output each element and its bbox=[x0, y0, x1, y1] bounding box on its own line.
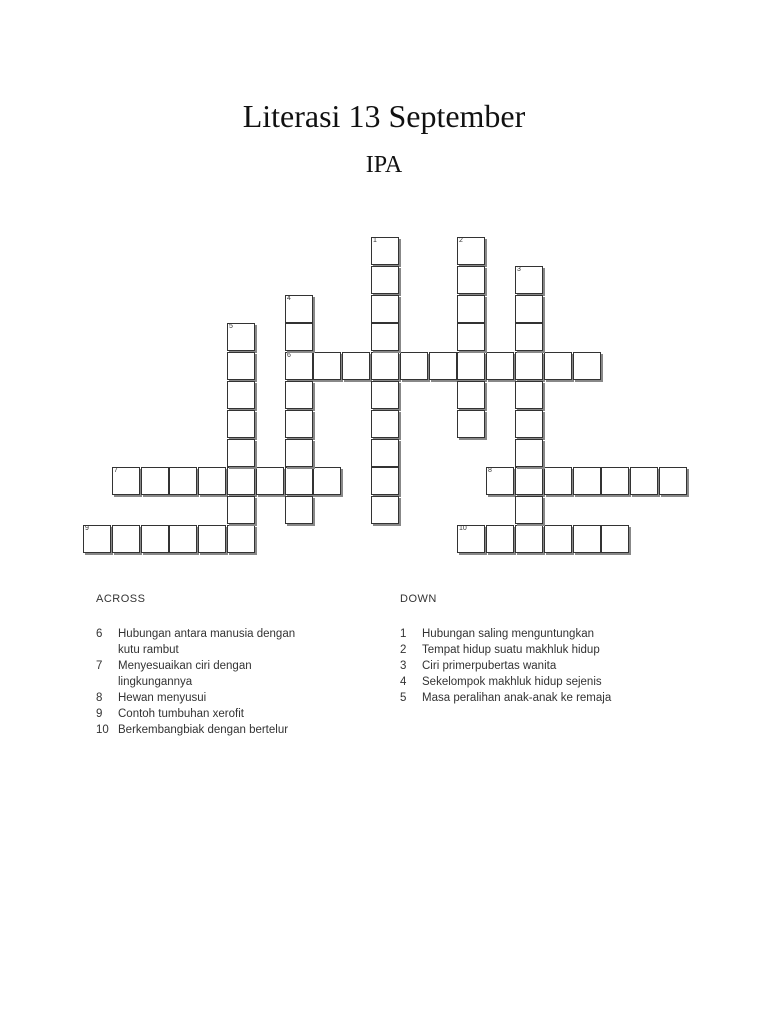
clue-text: Berkembangbiak dengan bertelur bbox=[118, 724, 289, 736]
cell-number: 8 bbox=[488, 467, 492, 474]
crossword-cell[interactable] bbox=[227, 525, 255, 553]
crossword-cell[interactable] bbox=[515, 439, 543, 467]
crossword-cell[interactable] bbox=[141, 525, 169, 553]
down-heading: DOWN bbox=[400, 593, 437, 605]
down-clue bbox=[400, 642, 612, 658]
down-clue-list bbox=[400, 626, 612, 706]
clue-number: 2 bbox=[400, 644, 407, 656]
crossword-cell[interactable] bbox=[457, 295, 485, 323]
clue-number: 3 bbox=[400, 660, 407, 672]
crossword-cell[interactable] bbox=[457, 381, 485, 409]
crossword-cell[interactable] bbox=[486, 352, 514, 380]
crossword-cell[interactable] bbox=[285, 439, 313, 467]
crossword-cell[interactable] bbox=[285, 295, 313, 323]
crossword-cell[interactable] bbox=[601, 467, 629, 495]
crossword-cell[interactable] bbox=[659, 467, 687, 495]
crossword-cell[interactable] bbox=[285, 352, 313, 380]
crossword-cell[interactable] bbox=[457, 323, 485, 351]
page-title: Literasi 13 September bbox=[242, 98, 526, 134]
crossword-cell[interactable] bbox=[486, 525, 514, 553]
crossword-cell[interactable] bbox=[371, 352, 399, 380]
crossword-cell[interactable] bbox=[457, 237, 485, 265]
page-subtitle: IPA bbox=[365, 152, 403, 178]
across-clue bbox=[96, 626, 308, 658]
clue-number: 6 bbox=[96, 628, 103, 640]
across-clue-list bbox=[96, 626, 308, 738]
crossword-cell[interactable] bbox=[544, 467, 572, 495]
crossword-cell[interactable] bbox=[515, 323, 543, 351]
crossword-cell[interactable] bbox=[285, 410, 313, 438]
crossword-cell[interactable] bbox=[573, 525, 601, 553]
crossword-cell[interactable] bbox=[457, 410, 485, 438]
clue-number: 8 bbox=[96, 692, 103, 704]
crossword-cell[interactable] bbox=[371, 237, 399, 265]
crossword-cell[interactable] bbox=[313, 467, 341, 495]
clue-number: 4 bbox=[400, 676, 407, 688]
cell-number: 9 bbox=[85, 525, 89, 532]
crossword-cell[interactable] bbox=[573, 352, 601, 380]
crossword-cell[interactable] bbox=[371, 266, 399, 294]
crossword-cell[interactable] bbox=[313, 352, 341, 380]
crossword-cell[interactable] bbox=[515, 410, 543, 438]
crossword-cell[interactable] bbox=[400, 352, 428, 380]
clue-text: Hewan menyusui bbox=[118, 692, 207, 704]
crossword-cell[interactable] bbox=[486, 467, 514, 495]
crossword-cell[interactable] bbox=[457, 525, 485, 553]
crossword-cell[interactable] bbox=[515, 352, 543, 380]
crossword-cell[interactable] bbox=[544, 525, 572, 553]
crossword-cell[interactable] bbox=[515, 266, 543, 294]
crossword-cell[interactable] bbox=[457, 352, 485, 380]
cell-number: 7 bbox=[114, 467, 118, 474]
clue-text: Hubungan antara manusia dengan kutu rambut bbox=[118, 628, 296, 656]
clue-text: Ciri primerpubertas wanita bbox=[422, 660, 557, 672]
cell-number: 6 bbox=[287, 352, 291, 359]
down-clue bbox=[400, 658, 612, 674]
clue-text: Hubungan saling menguntungkan bbox=[422, 628, 594, 640]
cell-number: 3 bbox=[517, 266, 521, 273]
clue-text: Sekelompok makhluk hidup sejenis bbox=[422, 676, 602, 688]
crossword-cell[interactable] bbox=[429, 352, 457, 380]
crossword-cell[interactable] bbox=[371, 295, 399, 323]
clue-number: 9 bbox=[96, 708, 103, 720]
crossword-cell[interactable] bbox=[285, 467, 313, 495]
crossword-cell[interactable] bbox=[112, 467, 140, 495]
across-heading: ACROSS bbox=[96, 593, 146, 605]
across-clue bbox=[96, 658, 308, 690]
crossword-cell[interactable] bbox=[198, 467, 226, 495]
crossword-cell[interactable] bbox=[198, 525, 226, 553]
crossword-cell[interactable] bbox=[342, 352, 370, 380]
crossword-cell[interactable] bbox=[515, 525, 543, 553]
crossword-cell[interactable] bbox=[227, 323, 255, 351]
crossword-cell[interactable] bbox=[544, 352, 572, 380]
crossword-cell[interactable] bbox=[227, 410, 255, 438]
crossword-cell[interactable] bbox=[227, 439, 255, 467]
crossword-cell[interactable] bbox=[515, 467, 543, 495]
crossword-cell[interactable] bbox=[630, 467, 658, 495]
crossword-cell[interactable] bbox=[515, 381, 543, 409]
crossword-cell[interactable] bbox=[141, 467, 169, 495]
clue-number: 7 bbox=[96, 660, 103, 672]
cell-number: 1 bbox=[373, 237, 377, 244]
crossword-cell[interactable] bbox=[227, 467, 255, 495]
clue-text: Menyesuaikan ciri dengan lingkungannya bbox=[118, 660, 252, 688]
crossword-cell[interactable] bbox=[601, 525, 629, 553]
crossword-cell[interactable] bbox=[285, 323, 313, 351]
clue-number: 5 bbox=[400, 692, 407, 704]
crossword-cell[interactable] bbox=[256, 467, 284, 495]
clue-text: Contoh tumbuhan xerofit bbox=[118, 708, 244, 720]
across-clue bbox=[96, 722, 308, 738]
crossword-cell[interactable] bbox=[371, 439, 399, 467]
crossword-cell[interactable] bbox=[285, 381, 313, 409]
crossword-cell[interactable] bbox=[371, 467, 399, 495]
crossword-cell[interactable] bbox=[515, 496, 543, 524]
crossword-cell[interactable] bbox=[371, 496, 399, 524]
cell-number: 2 bbox=[459, 237, 463, 244]
crossword-cell[interactable] bbox=[285, 496, 313, 524]
crossword-cell[interactable] bbox=[227, 381, 255, 409]
cell-number: 10 bbox=[459, 525, 467, 532]
down-clue bbox=[400, 626, 612, 642]
crossword-cell[interactable] bbox=[227, 352, 255, 380]
down-clue bbox=[400, 690, 612, 706]
clue-text: Tempat hidup suatu makhluk hidup bbox=[422, 644, 600, 656]
cell-number: 4 bbox=[287, 295, 291, 302]
across-clue bbox=[96, 706, 308, 722]
crossword-cell[interactable] bbox=[573, 467, 601, 495]
cell-number: 5 bbox=[229, 323, 233, 330]
crossword-cell[interactable] bbox=[227, 496, 255, 524]
crossword-cell[interactable] bbox=[169, 467, 197, 495]
clue-number: 1 bbox=[400, 628, 407, 640]
across-clue bbox=[96, 690, 308, 706]
crossword-cell[interactable] bbox=[169, 525, 197, 553]
crossword-cell[interactable] bbox=[457, 266, 485, 294]
clue-number: 10 bbox=[96, 724, 109, 736]
clue-text: Masa peralihan anak-anak ke remaja bbox=[422, 692, 612, 704]
crossword-cell[interactable] bbox=[515, 295, 543, 323]
crossword-cell[interactable] bbox=[112, 525, 140, 553]
crossword-cell[interactable] bbox=[371, 381, 399, 409]
down-clue bbox=[400, 674, 612, 690]
crossword-cell[interactable] bbox=[83, 525, 111, 553]
crossword-cell[interactable] bbox=[371, 323, 399, 351]
crossword-cell[interactable] bbox=[371, 410, 399, 438]
